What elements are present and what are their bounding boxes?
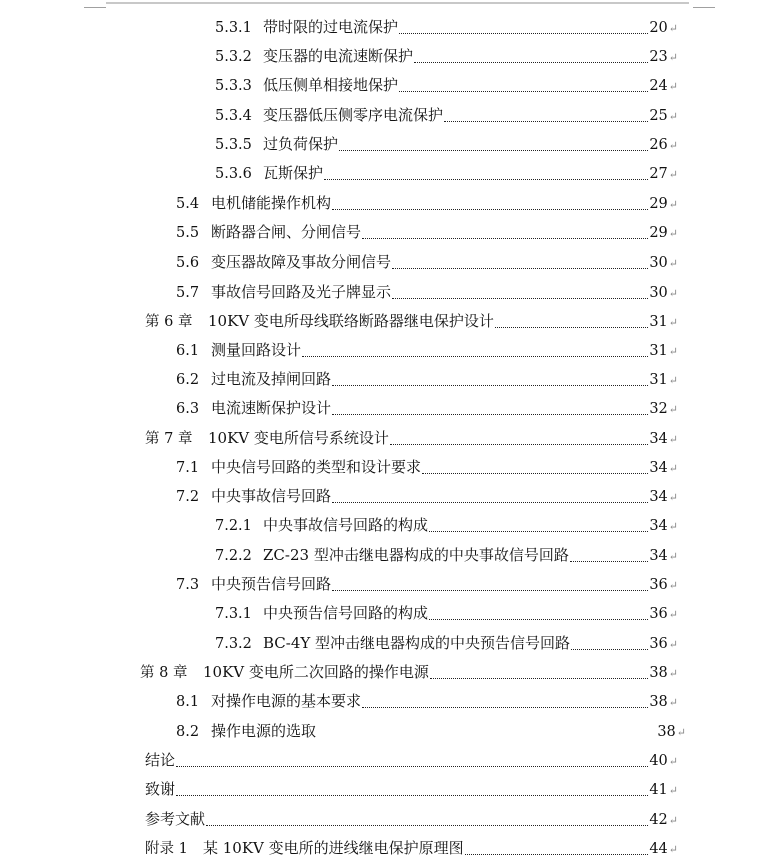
toc-page: 41 [649, 782, 668, 798]
toc-entry[interactable] [145, 808, 678, 830]
toc-title: 过电流及掉闸回路 [211, 370, 332, 388]
dot-leader [422, 473, 648, 474]
toc-title: 测量回路设计 [211, 341, 302, 359]
paragraph-mark-icon: ↵ [668, 316, 678, 329]
toc-title: 参考文献 [145, 810, 206, 828]
paragraph-mark-icon: ↵ [668, 491, 678, 504]
toc-title: 变压器的电流速断保护 [263, 47, 414, 65]
dot-leader [399, 33, 648, 34]
dot-leader [176, 795, 648, 796]
toc-title: 过负荷保护 [263, 135, 339, 153]
toc-entry[interactable] [215, 16, 678, 38]
toc-title: ZC-23 型冲击继电器构成的中央事故信号回路 [263, 546, 569, 564]
toc-page: 44 [649, 841, 668, 857]
toc-title: 中央事故信号回路的构成 [263, 516, 429, 534]
paragraph-mark-icon: ↵ [668, 784, 678, 797]
toc-number: 5.3.4 [215, 108, 252, 124]
paragraph-mark-icon: ↵ [668, 22, 678, 35]
toc-page: 24 [649, 78, 668, 94]
toc-page: 27 [649, 166, 668, 182]
toc-entry[interactable] [176, 720, 686, 742]
toc-number: 5.7 [176, 285, 200, 301]
toc-entry[interactable] [176, 368, 678, 390]
toc-page: 38 [657, 724, 676, 740]
paragraph-mark-icon: ↵ [668, 579, 678, 592]
toc-number: 5.4 [176, 196, 200, 212]
dot-leader [392, 298, 648, 299]
toc-number: 7.2.1 [215, 518, 252, 534]
toc-page: 29 [649, 225, 668, 241]
toc-number: 5.6 [176, 255, 200, 271]
toc-number: 7.1 [176, 460, 200, 476]
toc-entry[interactable] [176, 690, 678, 712]
toc-entry[interactable] [176, 281, 678, 303]
toc-number: 5.3.3 [215, 78, 252, 94]
toc-page: 38 [649, 694, 668, 710]
toc-title: 10KV 变电所信号系统设计 [208, 429, 389, 447]
paragraph-mark-icon: ↵ [668, 345, 678, 358]
toc-number: 6.2 [176, 372, 200, 388]
toc-number: 附录 1 [145, 841, 188, 857]
toc-title: 瓦斯保护 [263, 164, 324, 182]
toc-page: 36 [649, 636, 668, 652]
dot-leader [414, 62, 648, 63]
dot-leader [206, 825, 648, 826]
toc-title: 10KV 变电所母线联络断路器继电保护设计 [208, 312, 494, 330]
paragraph-mark-icon: ↵ [668, 608, 678, 621]
paragraph-mark-icon: ↵ [668, 51, 678, 64]
toc-page: 36 [649, 577, 668, 593]
dot-leader [324, 179, 648, 180]
toc-number: 5.5 [176, 225, 200, 241]
toc-number: 7.2 [176, 489, 200, 505]
toc-entry[interactable] [215, 104, 678, 126]
toc-number: 5.3.5 [215, 137, 252, 153]
toc-number: 第 6 章 [145, 314, 193, 330]
toc-number: 6.1 [176, 343, 200, 359]
dot-leader [332, 385, 648, 386]
toc-page: 36 [649, 606, 668, 622]
paragraph-mark-icon: ↵ [668, 696, 678, 709]
toc-title: 中央信号回路的类型和设计要求 [211, 458, 422, 476]
dot-leader [332, 209, 648, 210]
toc-entry[interactable] [145, 749, 678, 771]
paragraph-mark-icon: ↵ [668, 257, 678, 270]
toc-number: 7.3.1 [215, 606, 252, 622]
toc-title: 变压器故障及事故分闸信号 [211, 253, 392, 271]
toc-entry[interactable] [215, 602, 678, 624]
paragraph-mark-icon: ↵ [668, 168, 678, 181]
dot-leader [430, 678, 648, 679]
toc-title: 10KV 变电所二次回路的操作电源 [203, 663, 429, 681]
toc-entry[interactable] [176, 192, 678, 214]
toc-page: 30 [649, 285, 668, 301]
toc-number: 7.2.2 [215, 548, 252, 564]
toc-title: 中央预告信号回路 [211, 575, 332, 593]
toc-number: 5.3.1 [215, 20, 252, 36]
dot-leader [429, 619, 648, 620]
toc-page: 32 [649, 401, 668, 417]
dot-leader [392, 268, 648, 269]
toc-title: 电机储能操作机构 [211, 194, 332, 212]
toc-title: BC-4Y 型冲击继电器构成的中央预告信号回路 [263, 634, 571, 652]
dot-leader [465, 854, 649, 855]
dot-leader [176, 766, 648, 767]
toc-title: 结论 [145, 751, 176, 769]
toc-number: 5.3.2 [215, 49, 252, 65]
toc-entry[interactable] [215, 632, 678, 654]
toc-title: 中央预告信号回路的构成 [263, 604, 429, 622]
paragraph-mark-icon: ↵ [668, 462, 678, 475]
toc-entry[interactable] [176, 485, 678, 507]
dot-leader [362, 238, 648, 239]
toc-entry[interactable] [145, 778, 678, 800]
toc-page: 40 [649, 753, 668, 769]
paragraph-mark-icon: ↵ [668, 374, 678, 387]
toc-entry[interactable] [215, 133, 678, 155]
toc-page: 34 [649, 548, 668, 564]
dot-leader [571, 649, 648, 650]
toc-page: 42 [649, 812, 668, 828]
paragraph-mark-icon: ↵ [676, 726, 686, 739]
toc-page: 31 [649, 372, 668, 388]
toc-page: 34 [649, 518, 668, 534]
toc-entry[interactable] [140, 661, 678, 683]
toc-title: 低压侧单相接地保护 [263, 76, 399, 94]
dot-leader [332, 590, 648, 591]
paragraph-mark-icon: ↵ [668, 550, 678, 563]
toc-page: 34 [649, 489, 668, 505]
toc-entry[interactable] [215, 162, 678, 184]
toc-entry[interactable] [176, 251, 678, 273]
toc-page: 38 [649, 665, 668, 681]
paragraph-mark-icon: ↵ [668, 667, 678, 680]
toc-page: 23 [649, 49, 668, 65]
paragraph-mark-icon: ↵ [668, 814, 678, 827]
dot-leader [302, 356, 648, 357]
toc-number: 8.1 [176, 694, 200, 710]
toc-page: 26 [649, 137, 668, 153]
toc-title: 致谢 [145, 780, 176, 798]
paragraph-mark-icon: ↵ [668, 80, 678, 93]
toc-page: 25 [649, 108, 668, 124]
toc-entry[interactable] [215, 45, 678, 67]
dot-leader [399, 91, 648, 92]
toc-number: 7.3.2 [215, 636, 252, 652]
toc-number: 5.3.6 [215, 166, 252, 182]
toc-title: 对操作电源的基本要求 [211, 692, 362, 710]
paragraph-mark-icon: ↵ [668, 520, 678, 533]
dot-leader [495, 327, 648, 328]
toc-page: 31 [649, 343, 668, 359]
toc-number: 第 7 章 [145, 431, 193, 447]
toc-page: 31 [649, 314, 668, 330]
toc-number: 7.3 [176, 577, 200, 593]
toc-number: 第 8 章 [140, 665, 188, 681]
toc-title: 操作电源的选取 [211, 722, 317, 740]
toc-entry[interactable] [176, 221, 678, 243]
toc-title: 中央事故信号回路 [211, 487, 332, 505]
paragraph-mark-icon: ↵ [668, 755, 678, 768]
paragraph-mark-icon: ↵ [668, 433, 678, 446]
paragraph-mark-icon: ↵ [668, 139, 678, 152]
paragraph-mark-icon: ↵ [668, 198, 678, 211]
toc-page: 29 [649, 196, 668, 212]
toc-entry[interactable] [176, 397, 678, 419]
toc-entry[interactable] [215, 514, 678, 536]
toc-entry[interactable] [215, 544, 678, 566]
paragraph-mark-icon: ↵ [668, 227, 678, 240]
toc-title: 带时限的过电流保护 [263, 18, 399, 36]
toc-title: 事故信号回路及光子牌显示 [211, 283, 392, 301]
toc-entry[interactable] [145, 837, 678, 859]
paragraph-mark-icon: ↵ [668, 843, 678, 856]
toc-title: 电流速断保护设计 [211, 399, 332, 417]
dot-leader [444, 121, 648, 122]
dot-leader [362, 707, 648, 708]
dot-leader [339, 150, 648, 151]
toc-entry[interactable] [215, 74, 678, 96]
dot-leader [332, 502, 648, 503]
dot-leader [570, 561, 649, 562]
toc-entry[interactable] [145, 427, 678, 449]
toc-title: 变压器低压侧零序电流保护 [263, 106, 444, 124]
toc-number: 6.3 [176, 401, 200, 417]
dot-leader [332, 414, 648, 415]
toc-page: 20 [649, 20, 668, 36]
dot-leader [429, 531, 648, 532]
dot-leader [390, 444, 648, 445]
toc-entry[interactable] [145, 310, 678, 332]
paragraph-mark-icon: ↵ [668, 403, 678, 416]
toc-entry[interactable] [176, 456, 678, 478]
paragraph-mark-icon: ↵ [668, 638, 678, 651]
toc-page: 30 [649, 255, 668, 271]
toc-entry[interactable] [176, 339, 678, 361]
toc-title: 断路器合闸、分闸信号 [211, 223, 362, 241]
toc-page: 34 [649, 460, 668, 476]
paragraph-mark-icon: ↵ [668, 110, 678, 123]
toc-page: 34 [649, 431, 668, 447]
toc-number: 8.2 [176, 724, 200, 740]
toc-title: 某 10KV 变电所的进线继电保护原理图 [203, 839, 464, 857]
paragraph-mark-icon: ↵ [668, 287, 678, 300]
toc-entry[interactable] [176, 573, 678, 595]
